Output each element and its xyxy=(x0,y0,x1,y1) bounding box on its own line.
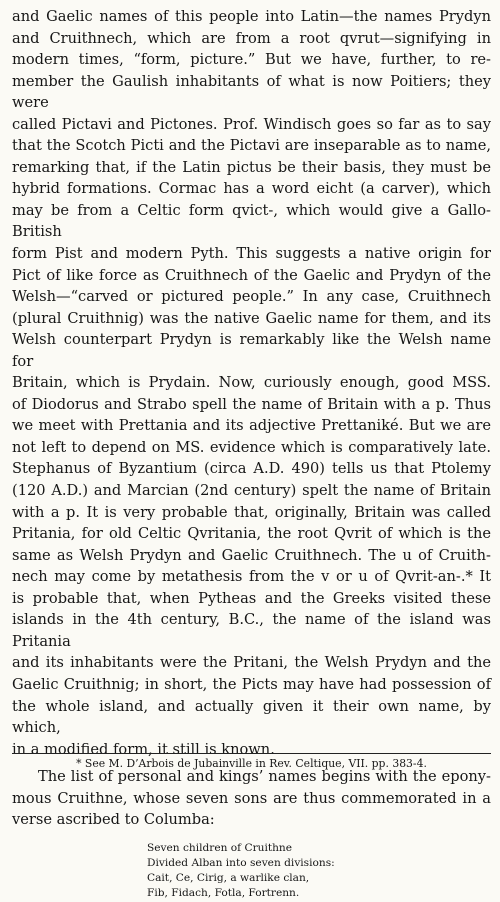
text-line: (plural Cruithnig) was the native Gaelic name for them, and its xyxy=(12,309,491,327)
verse-line: Cait, Ce, Cirig, a warlike clan, xyxy=(147,872,310,885)
text-line: (120 A.D.) and Marcian (2nd century) spelt the name of Britain xyxy=(12,482,491,500)
text-line: mous Cruithne, whose seven sons are thus commemorated in a xyxy=(12,789,491,807)
text-line: not left to depend on MS. evidence which is comparatively late. xyxy=(12,438,491,456)
text-line: remarking that, if the Latin pictus be their basis, they must be xyxy=(12,158,491,176)
text-line: Stephanus of Byzantium (circa A.D. 490) tells us that Ptolemy xyxy=(12,460,491,478)
text-line: that the Scotch Picti and the Pictavi are inseparable as to name, xyxy=(12,137,491,155)
paragraph-1 xyxy=(12,6,491,760)
text-line: The list of personal and kings’ names begins with the epony- xyxy=(38,768,491,786)
text-line: the whole island, and actually given it their own name, by which, xyxy=(12,697,491,737)
text-line: Gaelic Cruithnig; in short, the Picts may have had possession of xyxy=(12,675,491,693)
text-line: Britain, which is Prydain. Now, curiously enough, good MSS. xyxy=(12,374,491,392)
text-line: Welsh—“carved or pictured people.” In any case, Cruithnech xyxy=(12,288,491,306)
text-line: member the Gaulish inhabitants of what is now Poitiers; they were xyxy=(12,72,491,112)
text-line: with a p. It is very probable that, originally, Britain was called xyxy=(12,503,491,521)
text-line: islands in the 4th century, B.C., the name of the island was Pritania xyxy=(12,611,491,650)
verse-line: Fib, Fidach, Fotla, Fortrenn. xyxy=(147,887,300,900)
footnote-divider xyxy=(12,753,491,754)
text-line: and Cruithnech, which are from a root qvrut—signifying in xyxy=(12,29,491,47)
verse-line: Seven children of Cruithne xyxy=(147,841,293,854)
text-line: verse ascribed to Columba: xyxy=(12,811,215,829)
text-line: Pict of like force as Cruithnech of the Gaelic and Prydyn of the xyxy=(12,266,491,284)
text-line: Welsh counterpart Prydyn is remarkably like the Welsh name for xyxy=(12,331,491,370)
text-line: modern times, “form, picture.” But we have, further, to re- xyxy=(12,51,491,69)
verse-line: Divided Alban into seven divisions: xyxy=(147,856,335,869)
paragraph-2 xyxy=(12,766,491,831)
text-line: form Pist and modern Pyth. This suggests a native origin for xyxy=(12,245,491,263)
text-line: same as Welsh Prydyn and Gaelic Cruithnech. The u of Cruith- xyxy=(12,546,491,564)
text-line: is probable that, when Pytheas and the Greeks visited these xyxy=(12,589,491,607)
text-line: nech may come by metathesis from the v or u of Qvrit-an-.* It xyxy=(12,568,491,586)
text-line: we meet with Prettania and its adjective Prettaniké. But we are xyxy=(12,417,491,435)
footnote: * See M. D’Arbois de Jubainville in Rev. Celtique, VII. pp. 383-4. xyxy=(76,757,427,770)
verse-quotation xyxy=(147,841,491,902)
text-line: Pritania, for old Celtic Qvritania, the root Qvrit of which is the xyxy=(12,525,491,543)
text-line: and Gaelic names of this people into Latin—the names Prydyn xyxy=(12,8,491,25)
text-line: of Diodorus and Strabo spell the name of Britain with a p. Thus xyxy=(12,395,491,413)
text-line: in a modified form, it still is known. xyxy=(12,740,275,758)
text-line: and its inhabitants were the Pritani, the Welsh Prydyn and the xyxy=(12,654,491,672)
text-line: hybrid formations. Cormac has a word eicht (a carver), which xyxy=(12,180,491,198)
text-line: may be from a Celtic form qvict-, which would give a Gallo-British xyxy=(12,201,491,241)
text-line: called Pictavi and Pictones. Prof. Windisch goes so far as to say xyxy=(12,115,491,133)
